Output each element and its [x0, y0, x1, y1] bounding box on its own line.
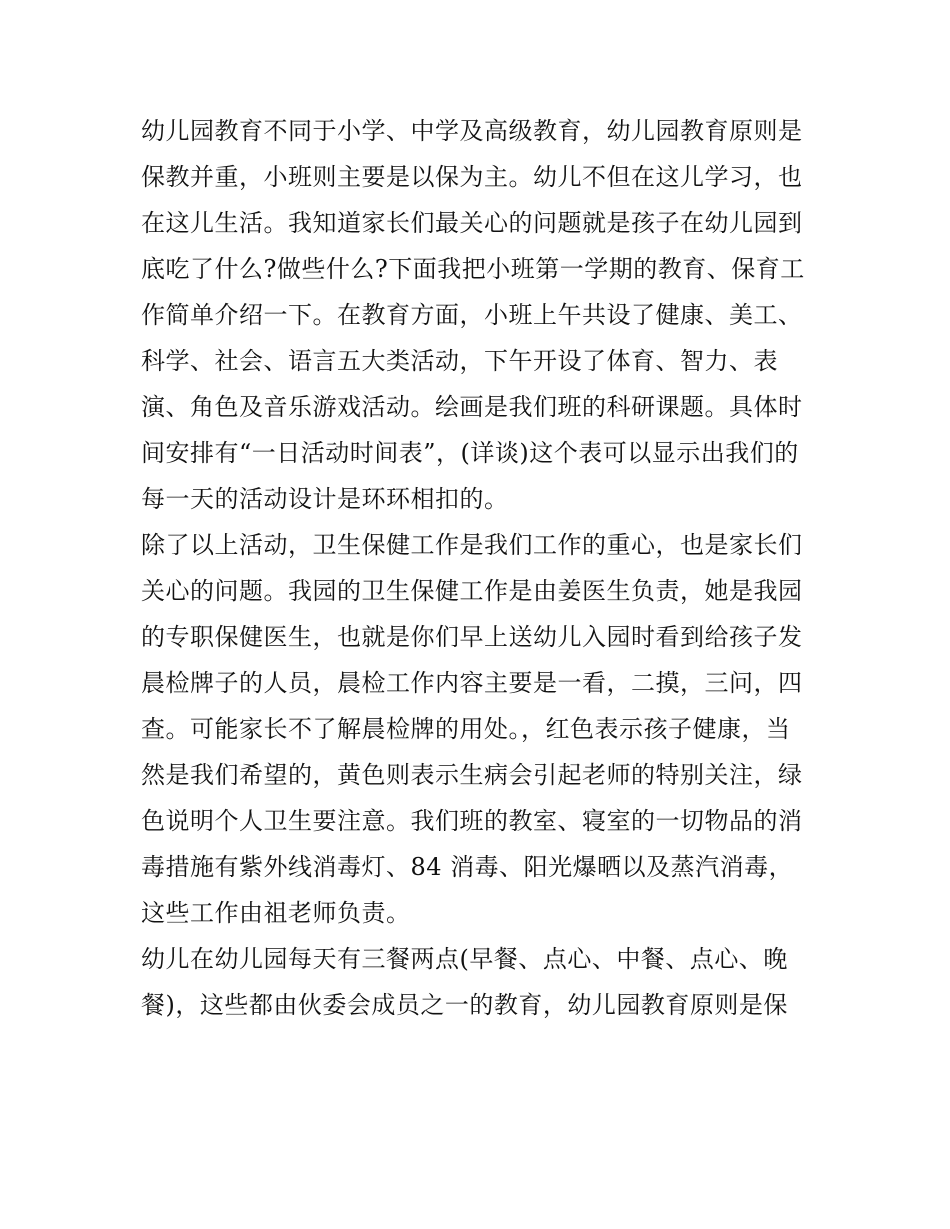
text-line: 关心的问题。我园的卫生保健工作是由姜医生负责，她是我园	[141, 577, 803, 605]
text-line: 然是我们希望的，黄色则表示生病会引起老师的特别关注，绿	[141, 761, 803, 789]
text-line: 毒措施有紫外线消毒灯、84 消毒、阳光爆晒以及蒸汽消毒，	[141, 853, 794, 881]
text-line: 除了以上活动，卫生保健工作是我们工作的重心，也是家长们	[141, 531, 803, 559]
document-body	[141, 108, 816, 1028]
text-line: 的专职保健医生，也就是你们早上送幼儿入园时看到给孩子发	[141, 623, 803, 651]
text-line: 在这儿生活。我知道家长们最关心的问题就是孩子在幼儿园到	[141, 209, 803, 237]
text-line: 色说明个人卫生要注意。我们班的教室、寝室的一切物品的消	[141, 807, 803, 835]
text-line: 作简单介绍一下。在教育方面，小班上午共设了健康、美工、	[141, 301, 803, 329]
text-line: 这些工作由祖老师负责。	[141, 899, 411, 927]
paragraph-1	[141, 108, 816, 522]
text-line: 科学、社会、语言五大类活动，下午开设了体育、智力、表	[141, 347, 778, 375]
text-line: 幼儿园教育不同于小学、中学及高级教育，幼儿园教育原则是	[141, 117, 803, 145]
paragraph-3	[141, 936, 816, 1028]
text-line: 保教并重，小班则主要是以保为主。幼儿不但在这儿学习，也	[141, 163, 803, 191]
text-line: 间安排有“一日活动时间表”，(详谈)这个表可以显示出我们的	[141, 439, 799, 467]
text-line: 晨检牌子的人员，晨检工作内容主要是一看，二摸，三问，四	[141, 669, 803, 697]
text-line: 幼儿在幼儿园每天有三餐两点(早餐、点心、中餐、点心、晚	[141, 945, 788, 973]
text-line: 查。可能家长不了解晨检牌的用处。，红色表示孩子健康，当	[141, 715, 791, 743]
text-line: 每一天的活动设计是环环相扣的。	[141, 485, 509, 513]
paragraph-2	[141, 522, 816, 936]
text-line: 演、角色及音乐游戏活动。绘画是我们班的科研课题。具体时	[141, 393, 803, 421]
text-line: 底吃了什么?做些什么?下面我把小班第一学期的教育、保育工	[141, 255, 805, 283]
text-line: 餐)，这些都由伙委会成员之一的教育，幼儿园教育原则是保	[141, 991, 788, 1019]
